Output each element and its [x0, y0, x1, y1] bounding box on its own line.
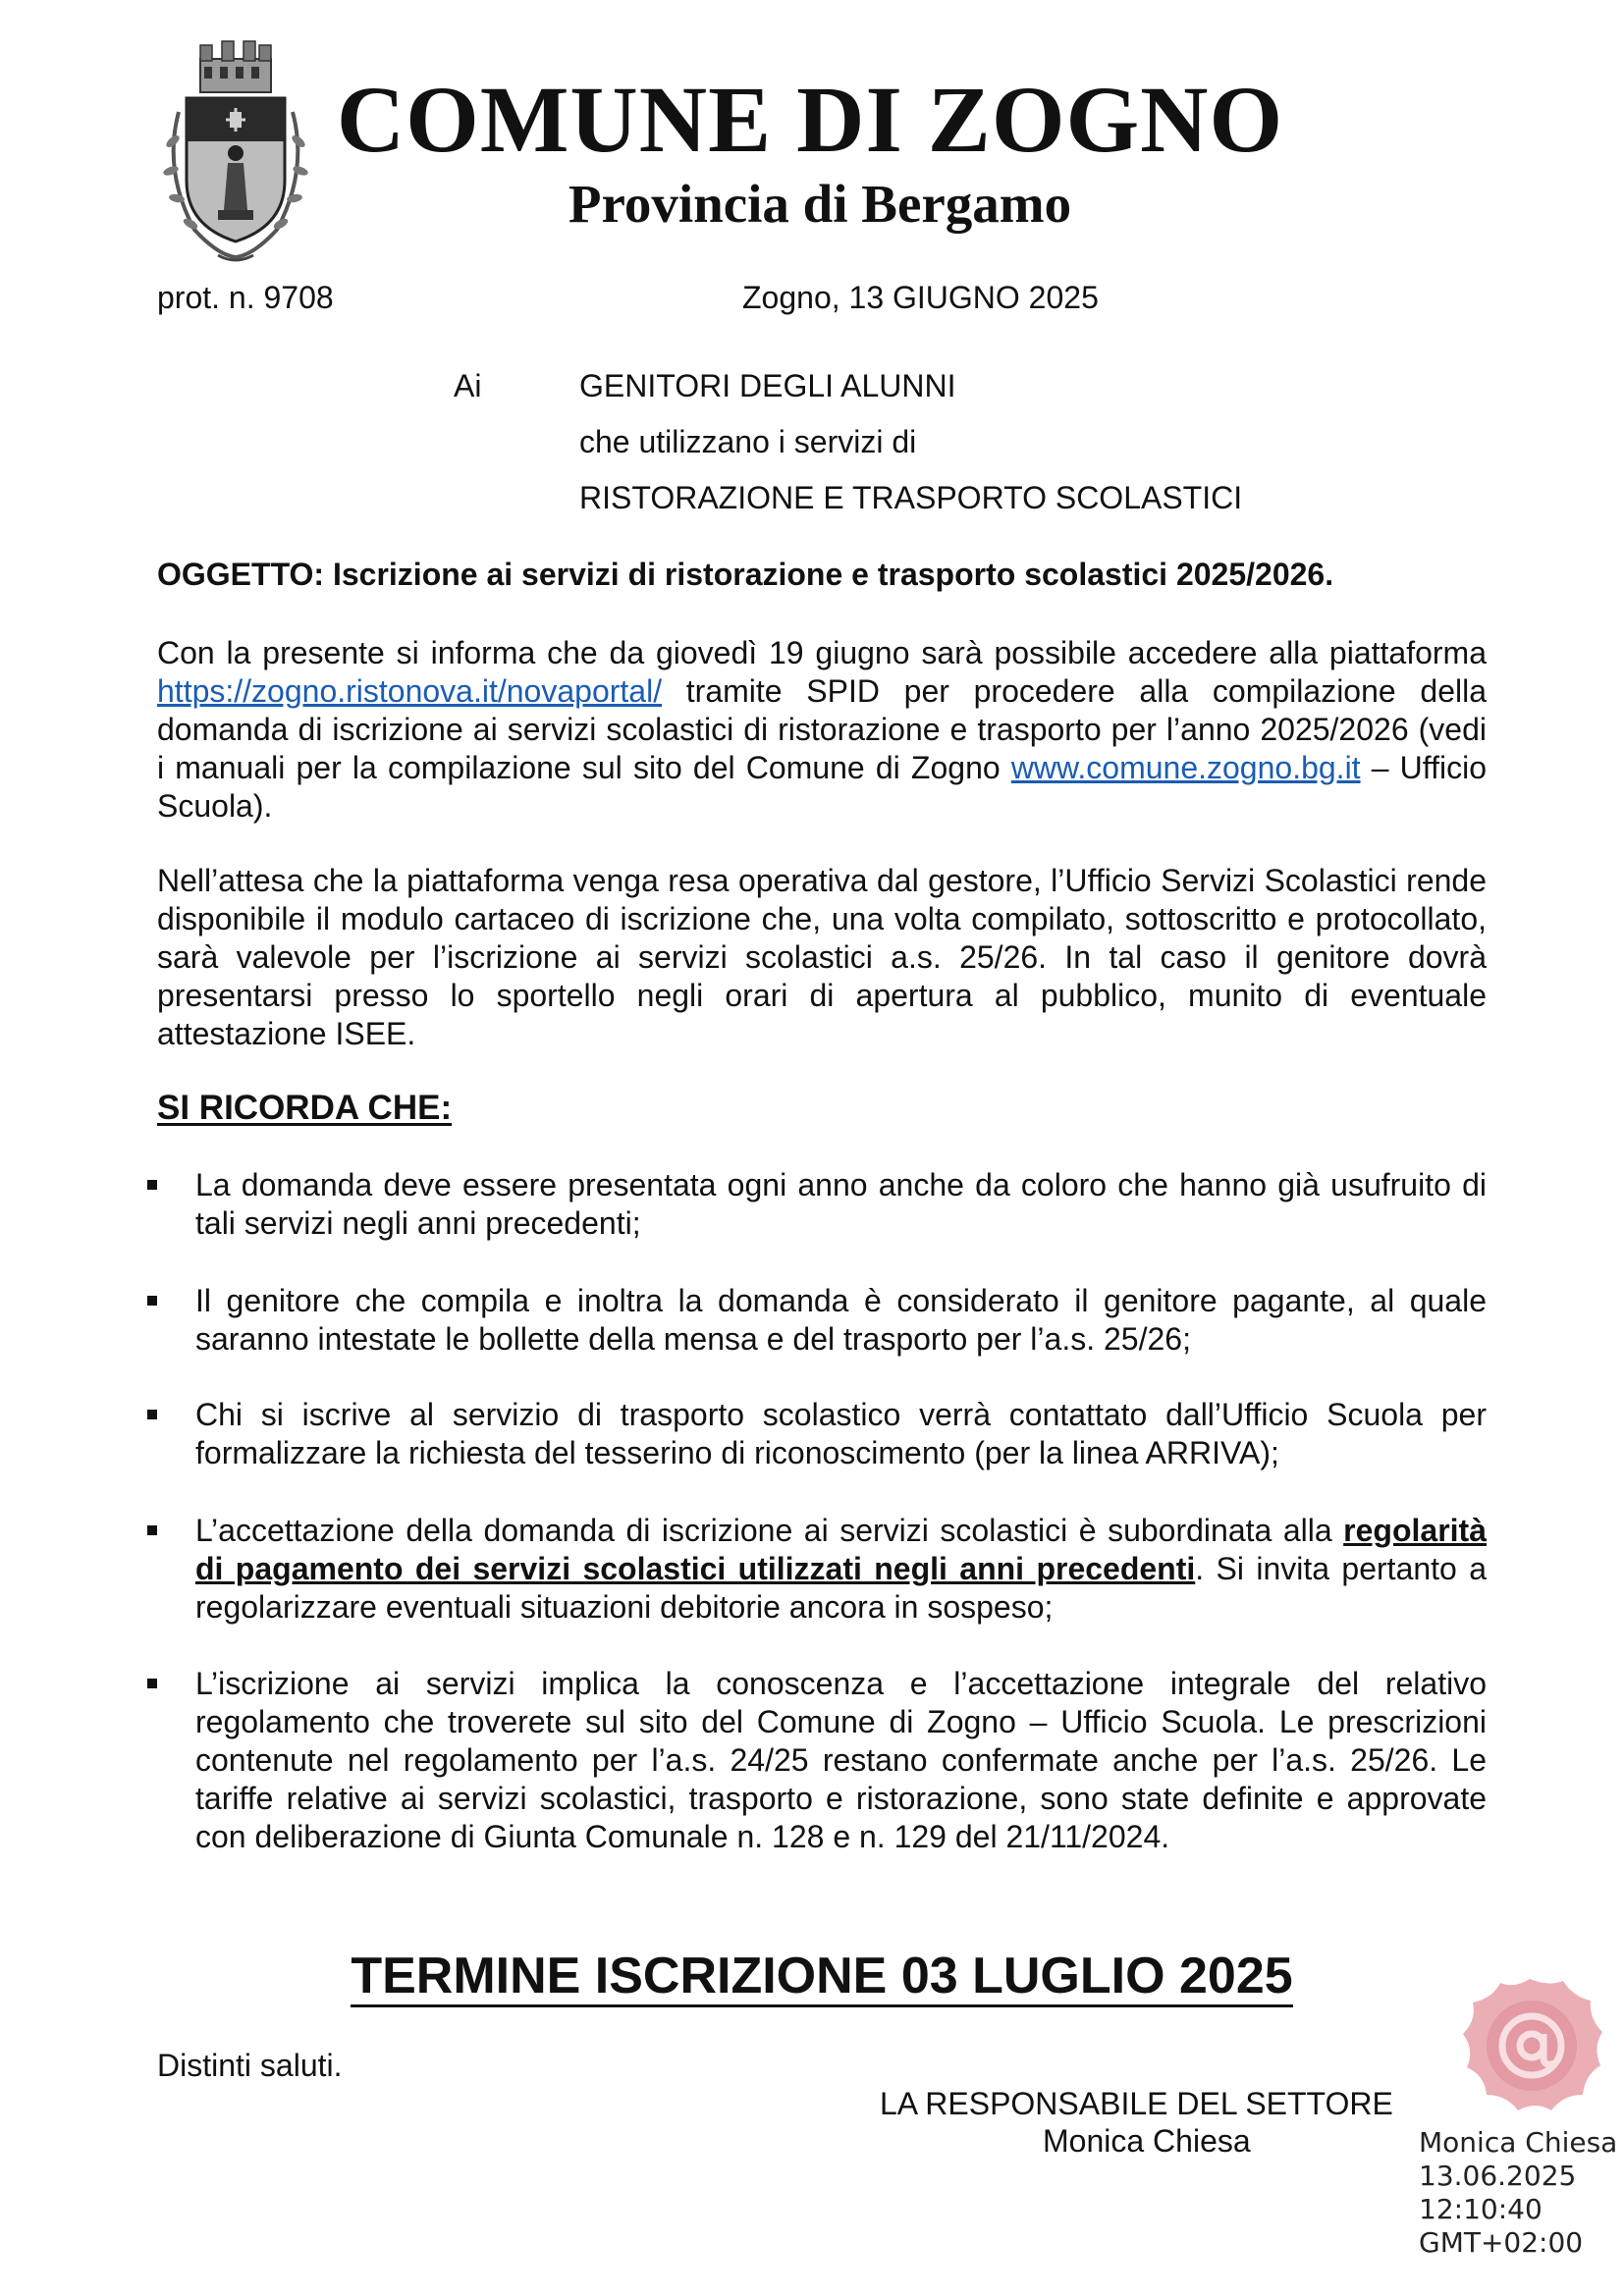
signatory-name: Monica Chiesa: [1043, 2123, 1251, 2159]
signature-date: 13.06.2025: [1419, 2160, 1577, 2192]
signature-seal-icon: [1451, 1973, 1608, 2120]
bullet-square-icon: [147, 1296, 157, 1306]
list-item-text: L’iscrizione ai servizi implica la conoscenza e l’accettazione integrale del relativo regolamento che troverete sul sito del Comune di Zogno – Ufficio Scuola. Le prescrizioni contenute nel regolamento per l’a.s. 24/25 restano confermate anche per l’a.s. 25/26. Le tariffe relative ai servizi scolastici, trasporto e ristorazione, sono state definite e approvate con deliberazione di Giunta Comunale n. 128 e n. 129 del 21/11/2024.: [195, 1666, 1487, 1854]
bullet-square-icon: [147, 1180, 157, 1190]
bullet-square-icon: [147, 1410, 157, 1419]
list-item-text-part: L’accettazione della domanda di iscrizione ai servizi scolastici è subordinata alla: [195, 1513, 1344, 1548]
intro-paragraph: [157, 634, 1487, 826]
place-date: Zogno, 13 GIUGNO 2025: [742, 280, 1099, 315]
protocol-number: prot. n. 9708: [157, 280, 334, 315]
list-item-text-part: . Si invita pertanto a regolarizzare eventuali situazioni debitorie ancora in sospeso;: [195, 1551, 1488, 1625]
recipient-line: che utilizzano i servizi di: [579, 424, 917, 459]
closing-greeting: Distinti saluti.: [157, 2048, 343, 2083]
list-item-text: Chi si iscrive al servizio di trasporto scolastico verrà contattato dall’Ufficio Scuola per formalizzare la richiesta del tesserino di riconoscimento (per la linea ARRIVA);: [195, 1397, 1487, 1470]
paper-form-paragraph: Nell’attesa che la piattaforma venga resa operativa dal gestore, l’Ufficio Servizi Scolastici rende disponibile il modulo cartaceo di iscrizione che, una volta compilato, sottoscritto e protocollato, sarà valevole per l’iscrizione ai servizi scolastici a.s. 25/26. In tal caso il genitore dovrà presentarsi presso lo sportello negli orari di apertura al pubblico, munito di eventuale attestazione ISEE.: [157, 863, 1487, 1051]
list-item-text: Il genitore che compila e inoltra la domanda è considerato il genitore pagante, al quale saranno intestate le bollette della mensa e del trasporto per l’a.s. 25/26;: [195, 1283, 1487, 1357]
intro-text: Con la presente si informa che da giovedì 19 giugno sarà possibile accedere alla piattaforma: [157, 635, 1487, 670]
digital-signature-block: [1419, 2126, 1617, 2260]
intro-text: tramite SPID per procedere alla compilazione della domanda di iscrizione ai servizi scolastici di ristorazione e trasporto per l’anno 2025/2026 (vedi i manuali per la compilazione sul sito del Comune di Zogno: [157, 673, 1487, 785]
signature-name: Monica Chiesa: [1419, 2126, 1618, 2159]
intro-text: – Ufficio Scuola).: [157, 750, 1487, 824]
portal-link[interactable]: https://zogno.ristonova.it/novaportal/: [157, 673, 663, 709]
payment-regularity-emphasis: regolarità di pagamento dei servizi scolastici utilizzati negli anni precedenti: [195, 1513, 1487, 1586]
bullet-square-icon: [147, 1525, 157, 1535]
recipient-prefix: Ai: [454, 368, 482, 403]
recipient-block: [579, 367, 1242, 535]
comune-website-link[interactable]: www.comune.zogno.bg.it: [1010, 750, 1361, 785]
bullet-square-icon: [147, 1679, 157, 1688]
municipality-title: COMUNE DI ZOGNO: [336, 67, 1284, 172]
deadline-text: TERMINE ISCRIZIONE 03 LUGLIO 2025: [351, 1948, 1292, 2007]
deadline-banner: [157, 1946, 1487, 2006]
signature-timezone: GMT+02:00: [1419, 2226, 1584, 2259]
list-item-text: [195, 1512, 1487, 1627]
recipient-line: RISTORAZIONE E TRASPORTO SCOLASTICI: [579, 480, 1243, 515]
list-item-text: La domanda deve essere presentata ogni anno anche da coloro che hanno già usufruito di tali servizi negli anni precedenti;: [195, 1167, 1487, 1241]
signature-time: 12:10:40: [1419, 2193, 1543, 2225]
reminder-heading: SI RICORDA CHE:: [157, 1089, 453, 1127]
recipient-line: GENITORI DEGLI ALUNNI: [579, 368, 956, 403]
signatory-title: LA RESPONSABILE DEL SETTORE: [880, 2086, 1393, 2121]
subject-line: OGGETTO: Iscrizione ai servizi di ristorazione e trasporto scolastici 2025/2026.: [157, 557, 1334, 592]
province-subtitle: Provincia di Bergamo: [568, 174, 1072, 234]
coat-of-arms-icon: [149, 33, 322, 269]
